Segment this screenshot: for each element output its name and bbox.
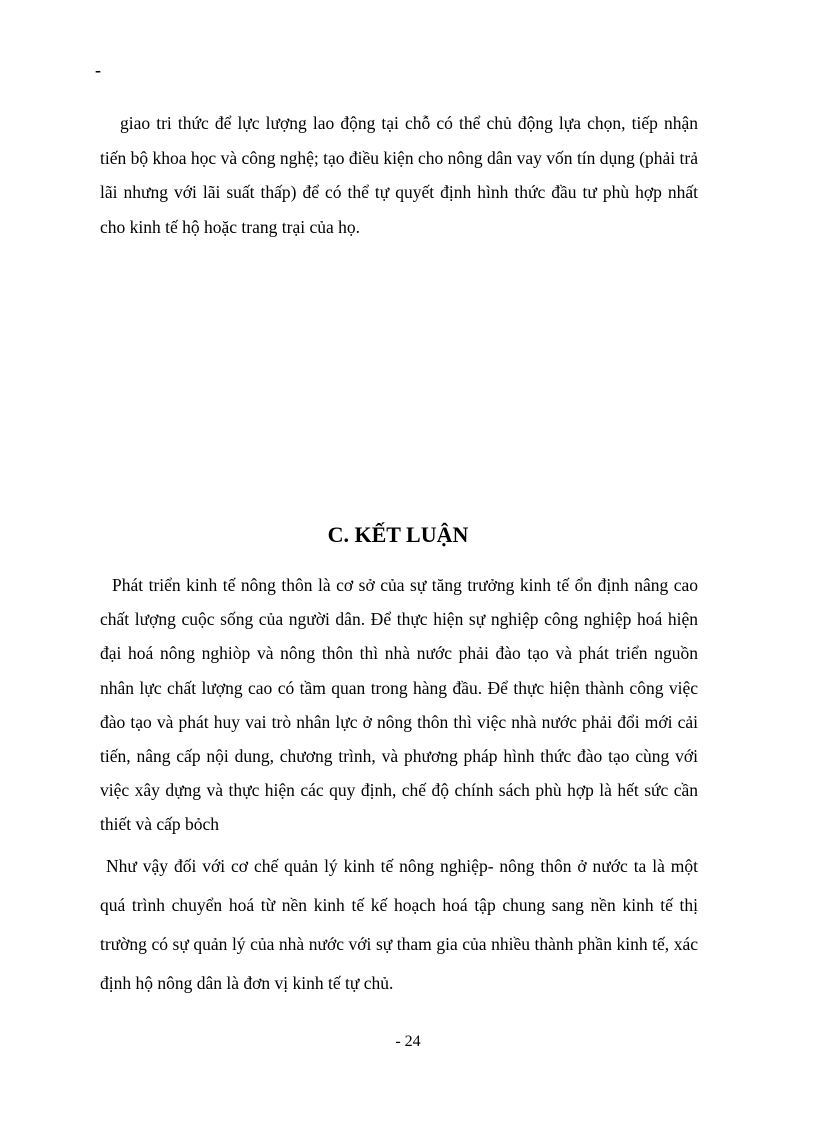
conclusion-paragraph-1: Phát triển kinh tế nông thôn là cơ sở của sự tăng trưởng kinh tế ổn định nâng cao chất lượng cuộc sống của người dân. Để thực hiện sự nghiệp công nghiệp hoá hiện đại hoá nông nghiòp và nông thôn thì nhà nước phải đào tạo và phát triển nguồn nhân lực chất lượng cao có tầm quan trong hàng đầu. Để thực hiện thành công việc đào tạo và phát huy vai trò nhân lực ở nông thôn thì việc nhà nước phải đổi mới cải tiến, nâng cấp nội dung, chương trình, và phương pháp hình thức đào tạo cùng với việc xây dựng và thực hiện các quy định, chế độ chính sách phù hợp là hết sức cần thiết và cấp bỏch: [100, 575, 698, 835]
page-number: - 24: [395, 1033, 421, 1050]
section-heading: C. KẾT LUẬN: [327, 522, 469, 547]
paragraph-continuation: giao tri thức để lực lượng lao động tại chỗ có thể chủ động lựa chọn, tiếp nhận tiến bộ khoa học và công nghệ; tạo điều kiện cho nông dân vay vốn tín dụng (phải trả lãi nhưng với lãi suất thấp) để có thể tự quyết định hình thức đầu tư phù hợp nhất cho kinh tế hộ hoặc trang trại của họ.: [100, 113, 698, 237]
conclusion-paragraph-2: Như vậy đối với cơ chế quản lý kinh tế nông nghiệp- nông thôn ở nước ta là một quá trình chuyển hoá từ nền kinh tế kế hoạch hoá tập chung sang nền kinh tế thị trường có sự quản lý của nhà nước với sự tham gia của nhiều thành phần kinh tế, xác định hộ nông dân là đơn vị kinh tế tự chủ.: [100, 856, 698, 993]
header-mark: -: [95, 60, 101, 80]
